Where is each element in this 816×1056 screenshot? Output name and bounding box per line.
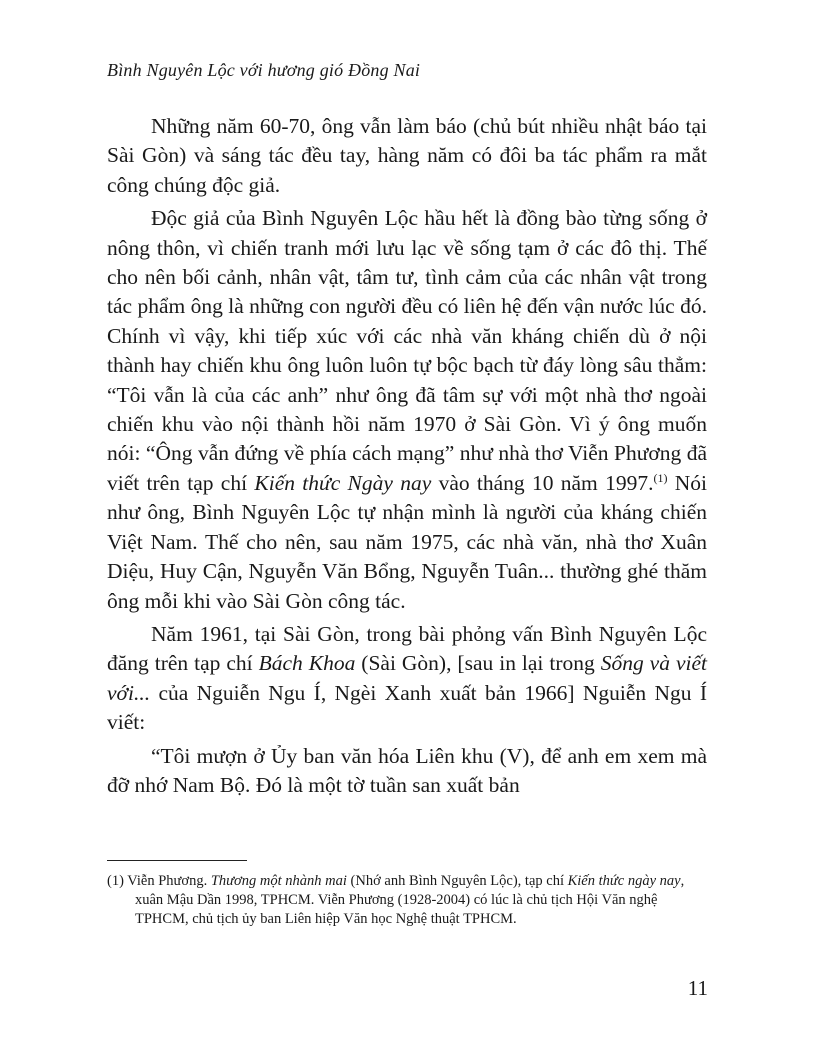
paragraph-1: Những năm 60-70, ông vẫn làm báo (chủ bút nhiều nhật báo tại Sài Gòn) và sáng tác đều tay, hàng năm có đôi ba tác phẩm ra mắt công chúng độc giả.	[107, 114, 707, 197]
footnote-title: Thương một nhành mai	[210, 873, 347, 889]
body-text	[107, 112, 707, 800]
footnote-divider	[107, 860, 247, 861]
footnote-marker: (1)	[107, 873, 124, 889]
paragraph-2	[107, 204, 707, 616]
paragraph-2-text-c: Nói như ông, Bình Nguyên Lộc tự nhận mình là người của kháng chiến Việt Nam. Thế cho nên, sau năm 1975, các nhà văn, nhà thơ Xuân Diệu, Huy Cận, Nguyễn Văn Bổng, Nguyễn Tuân... thường ghé thăm ông mỗi khi vào Sài Gòn công tác.	[107, 470, 707, 613]
book-title: Sống và viết với...	[107, 651, 707, 705]
paragraph-2-text-a: Độc giả của Bình Nguyên Lộc hầu hết là đồng bào từng sống ở nông thôn, vì chiến tranh mới lưu lạc về sống tạm ở các đô thị. Thế cho nên bối cảnh, nhân vật, tâm tư, tình cảm của các nhân vật trong tác phẩm ông là những con người đều có liên hệ đến vận nước lúc đó. Chính vì vậy, khi tiếp xúc với các nhà văn kháng chiến dù ở nội thành hay chiến khu ông luôn luôn tự bộc bạch từ đáy lòng sâu thẳm: “Tôi vẫn là của các anh” như ông đã tâm sự với một nhà thơ ngoài chiến khu vào nội thành hồi năm 1970 ở Sài Gòn. Vì ý ông muốn nói: “Ông vẫn đứng về phía cách mạng” như nhà thơ Viễn Phương đã viết trên tạp chí	[107, 206, 707, 495]
paragraph-3-text-a: Năm 1961, tại Sài Gòn, trong bài phỏng vấn Bình Nguyên Lộc đăng trên tạp chí	[107, 621, 707, 676]
running-header: Bình Nguyên Lộc với hương gió Đồng Nai	[107, 60, 421, 80]
footnote-text-a: Viễn Phương.	[123, 873, 211, 889]
footnote-text-c: , xuân Mậu Dần 1998, TPHCM. Viễn Phương (1928-2004) có lúc là chủ tịch Hội Văn nghệ TPHCM, chủ tịch ủy ban Liên hiệp Văn học Nghệ thuật TPHCM.	[135, 873, 685, 927]
footnote-magazine: Kiến thức ngày nay	[567, 873, 681, 889]
footnote-text-b: (Nhớ anh Bình Nguyên Lộc), tạp chí	[346, 873, 568, 889]
page-number: 11	[687, 976, 708, 1000]
paragraph-3-text-b: (Sài Gòn), [sau in lại trong	[355, 651, 601, 676]
footnotes	[107, 872, 707, 929]
magazine-title-bach-khoa: Bách Khoa	[258, 651, 356, 676]
paragraph-3	[107, 620, 707, 738]
magazine-title: Kiến thức Ngày nay	[254, 470, 432, 495]
paragraph-4-quote: “Tôi mượn ở Ủy ban văn hóa Liên khu (V), để anh em xem mà đỡ nhớ Nam Bộ. Đó là một tờ tuần san xuất bản	[107, 743, 707, 797]
footnote-reference: (1)	[653, 470, 668, 485]
paragraph-2-text-b: vào tháng 10 năm 1997.	[431, 470, 654, 495]
paragraph-3-text-c: của Nguiễn Ngu Í, Ngèi Xanh xuất bản 1966] Nguiễn Ngu Í viết:	[107, 680, 707, 735]
footnote-1	[107, 872, 707, 929]
